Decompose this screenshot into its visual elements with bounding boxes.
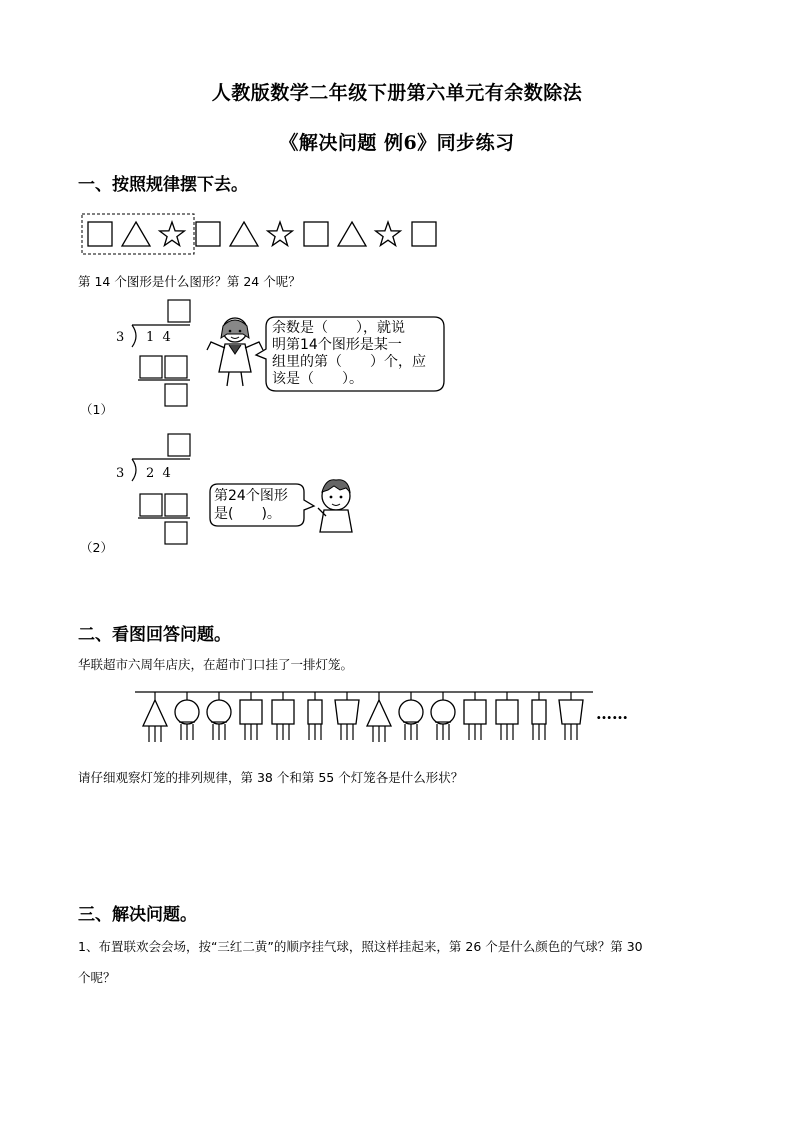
page-title: 人教版数学二年级下册第六单元有余数除法: [211, 82, 583, 104]
section2-heading: 二、看图回答问题。: [78, 625, 231, 645]
shape-square-1: [88, 222, 112, 246]
page-subtitle: 《解决问题 例6》同步练习: [279, 132, 515, 154]
lantern-ellipsis: ……: [596, 704, 628, 723]
lantern-circle-3: [207, 692, 231, 740]
boy-character-icon: [312, 476, 362, 536]
girl-character-icon: [205, 312, 265, 392]
bubble2-line2: 是( )。: [214, 506, 281, 522]
shape-star-6: [268, 222, 293, 246]
shape-star-3: [160, 222, 185, 246]
section3-heading: 三、解决问题。: [78, 905, 197, 925]
shape-triangle-8: [338, 222, 366, 246]
shape-square-10: [412, 222, 436, 246]
lantern-square-11: [464, 692, 486, 740]
lantern-circle-9: [399, 692, 423, 740]
shape-square-4: [196, 222, 220, 246]
shape-sequence: [80, 210, 450, 260]
divisor-2: 3: [116, 466, 125, 481]
lantern-triangle-1: [143, 692, 167, 742]
lantern-trapezoid-14: [559, 692, 583, 740]
bubble1-line2: 明第14个图形是某一: [272, 337, 402, 353]
lantern-sequence: [135, 688, 600, 748]
lantern-square-4: [240, 692, 262, 740]
lantern-square-12: [496, 692, 518, 740]
shape-star-9: [376, 222, 401, 246]
shape-triangle-2: [122, 222, 150, 246]
division-frame-2: [110, 432, 200, 547]
lantern-circle-10: [431, 692, 455, 740]
shape-triangle-5: [230, 222, 258, 246]
division-frame-1: [110, 298, 200, 413]
shape-square-7: [304, 222, 328, 246]
section1-question: 第 14 个图形是什么图形？第 24 个呢？: [78, 274, 301, 289]
bubble1-line1: 余数是（ ），就说: [272, 320, 405, 336]
lantern-triangle-8: [367, 692, 391, 742]
part2-label: （2）: [80, 540, 113, 555]
section2-question: 请仔细观察灯笼的排列规律，第 38 个和第 55 个灯笼各是什么形状？: [78, 770, 464, 785]
lantern-rectangle-6: [308, 692, 322, 740]
lantern-trapezoid-7: [335, 692, 359, 740]
bubble1-line4: 该是（ ）。: [272, 371, 363, 387]
lantern-rectangle-13: [532, 692, 546, 740]
dividend-1: 1 4: [146, 330, 171, 345]
section3-q1-line1: 1、布置联欢会会场，按“三红二黄”的顺序挂气球，照这样挂起来，第 26 个是什么颜色的气球？第 30: [78, 939, 643, 954]
part1-label: （1）: [80, 402, 113, 417]
bubble2-line1: 第24个图形: [214, 488, 288, 504]
lantern-circle-2: [175, 692, 199, 740]
bubble1-line3: 组里的第（ ）个，应: [272, 354, 426, 370]
divisor-1: 3: [116, 330, 125, 345]
lantern-square-5: [272, 692, 294, 740]
group-box: [82, 214, 194, 254]
dividend-2: 2 4: [146, 466, 171, 481]
section3-q1-line2: 个呢？: [78, 970, 116, 985]
section1-heading: 一、按照规律摆下去。: [78, 175, 248, 195]
section2-intro: 华联超市六周年店庆，在超市门口挂了一排灯笼。: [78, 657, 354, 672]
